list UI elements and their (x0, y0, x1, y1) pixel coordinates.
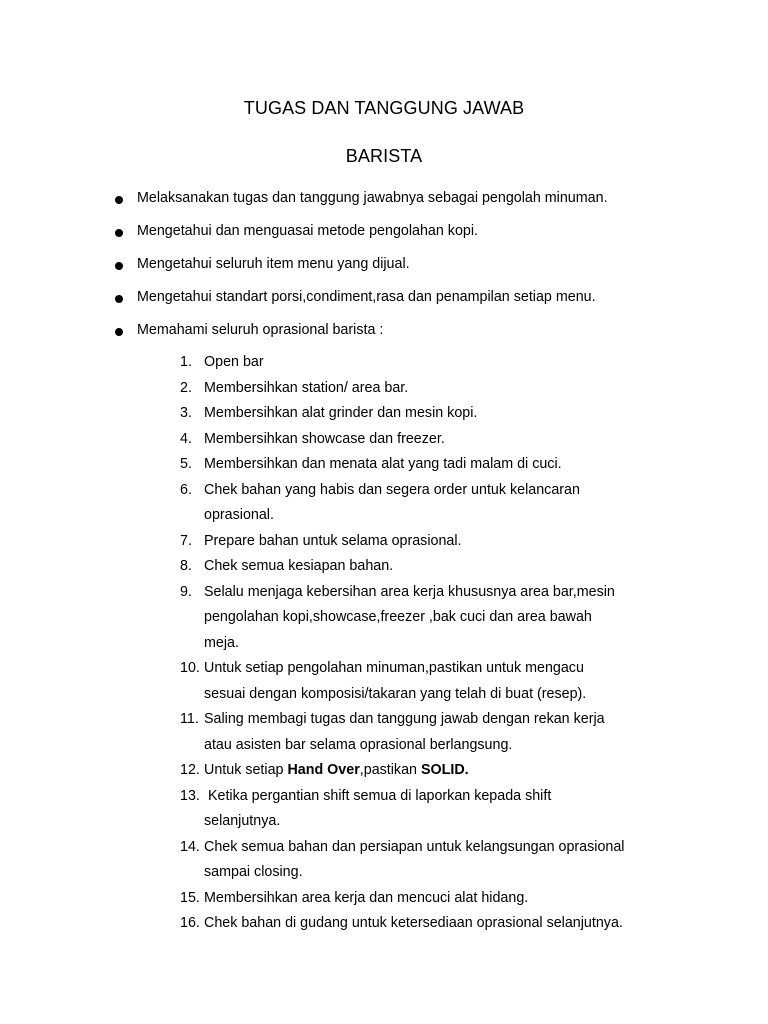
step-number: 12. (180, 762, 200, 778)
step-text: Chek bahan di gudang untuk ketersediaan oprasional selanjutnya. (204, 915, 623, 931)
step-text-part: ,pastikan (359, 762, 421, 778)
step-text: Membersihkan area kerja dan mencuci alat hidang. (204, 889, 529, 906)
step-text: Open bar (204, 354, 264, 370)
step-item (0, 427, 768, 453)
bullet-item (0, 256, 768, 289)
step-number: 15. (180, 889, 200, 906)
step-number: 11. (180, 711, 199, 727)
bullet-icon (115, 229, 123, 237)
bold-term-solid: SOLID. (420, 762, 469, 778)
step-item (0, 758, 768, 784)
step-text: Membersihkan alat grinder dan mesin kopi. (204, 405, 478, 421)
step-item (0, 656, 768, 707)
step-text (204, 758, 684, 784)
step-number: 2. (180, 379, 192, 396)
step-text: Membersihkan dan menata alat yang tadi malam di cuci. (204, 456, 562, 472)
step-text-continued: pengolahan kopi,showcase,freezer ,bak cuci dan area bawah (204, 609, 592, 625)
step-number: 16. (180, 915, 200, 931)
step-text: Chek semua bahan dan persiapan untuk kelangsungan oprasional (204, 838, 625, 855)
step-item (0, 911, 768, 937)
step-text-continued: selanjutnya. (204, 813, 281, 829)
step-item (0, 478, 768, 529)
step-text: Membersihkan station/ area bar. (204, 379, 409, 396)
step-text: Membersihkan showcase dan freezer. (204, 430, 445, 447)
step-text: Ketika pergantian shift semua di laporkan kepada shift (204, 787, 552, 804)
step-number: 9. (180, 583, 192, 600)
step-text-part: Untuk setiap (204, 762, 288, 778)
bullet-icon (115, 295, 123, 303)
step-item (0, 452, 768, 478)
step-number: 7. (180, 532, 192, 549)
bullet-text: Memahami seluruh oprasional barista : (137, 322, 384, 338)
bullet-text: Mengetahui standart porsi,condiment,rasa dan penampilan setiap menu. (137, 289, 596, 305)
step-text: Selalu menjaga kebersihan area kerja khususnya area bar,mesin (204, 583, 615, 600)
step-text-continued: sesuai dengan komposisi/takaran yang telah di buat (resep). (204, 685, 587, 702)
step-number: 3. (180, 405, 192, 421)
step-item (0, 350, 768, 376)
step-number: 5. (180, 456, 192, 472)
step-text-continued: sampai closing. (204, 864, 303, 880)
bullet-text: Melaksanakan tugas dan tanggung jawabnya sebagai pengolah minuman. (137, 190, 608, 206)
step-text: Untuk setiap pengolahan minuman,pastikan untuk mengacu (204, 660, 584, 676)
bullet-item (0, 223, 768, 256)
step-text-continued: atau asisten bar selama oprasional berlangsung. (204, 736, 513, 753)
bold-term-hand-over: Hand Over (287, 762, 360, 778)
step-number: 8. (180, 558, 192, 574)
step-item (0, 401, 768, 427)
step-item (0, 376, 768, 402)
step-text-continued: meja. (204, 634, 239, 651)
bullet-text: Mengetahui dan menguasai metode pengolahan kopi. (137, 223, 478, 239)
step-number: 14. (180, 838, 200, 855)
step-item (0, 835, 768, 886)
step-number: 4. (180, 430, 192, 447)
step-number: 6. (180, 481, 192, 498)
bullet-icon (115, 328, 123, 336)
step-number: 10. (180, 660, 200, 676)
bullet-icon (115, 196, 123, 204)
step-text: Saling membagi tugas dan tanggung jawab dengan rekan kerja (204, 711, 605, 727)
step-item (0, 707, 768, 758)
step-text-continued: oprasional. (204, 507, 274, 523)
step-number: 1. (180, 354, 192, 370)
numbered-step-list (0, 350, 768, 937)
bullet-text: Mengetahui seluruh item menu yang dijual. (137, 256, 410, 272)
step-text: Chek semua kesiapan bahan. (204, 558, 394, 574)
step-item (0, 886, 768, 912)
step-item (0, 784, 768, 835)
step-item (0, 529, 768, 555)
step-text: Chek bahan yang habis dan segera order untuk kelancaran (204, 481, 580, 498)
step-item (0, 580, 768, 657)
bullet-icon (115, 262, 123, 270)
step-number: 13. (180, 787, 200, 804)
bullet-item (0, 289, 768, 322)
step-text: Prepare bahan untuk selama oprasional. (204, 532, 462, 549)
document-subtitle: BARISTA (345, 146, 423, 166)
bullet-item (0, 190, 768, 223)
bullet-list (0, 190, 768, 355)
step-item (0, 554, 768, 580)
document-title: TUGAS DAN TANGGUNG JAWAB (243, 98, 525, 118)
